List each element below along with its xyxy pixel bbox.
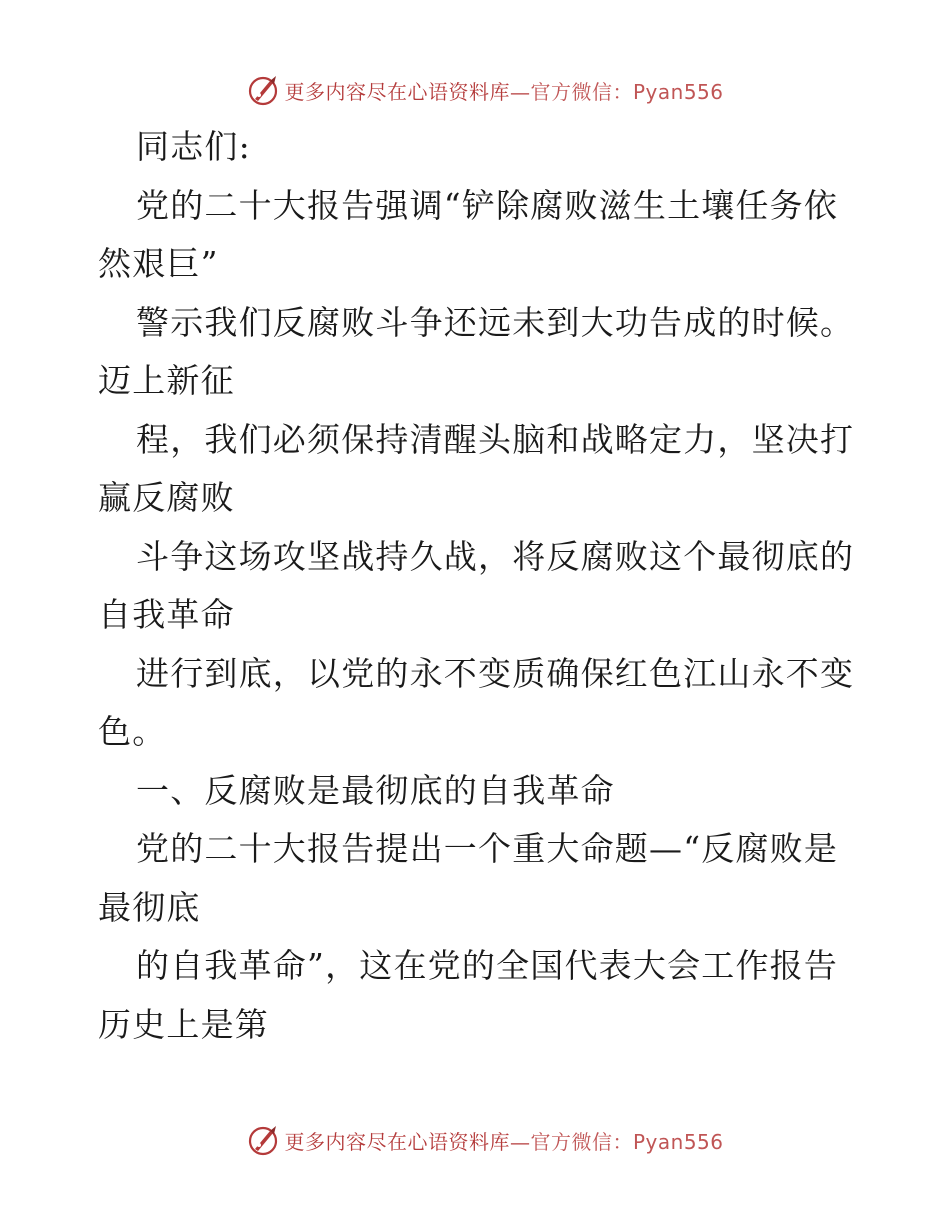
header-banner — [0, 70, 950, 110]
quill-pen-logo-icon — [246, 73, 280, 107]
banner-prefix: 更多内容尽在心语资料库 — [284, 79, 510, 104]
text-line: 同志们: — [136, 127, 251, 166]
text-line: 党的二十大报告提出一个重大命题—“反腐败是 — [136, 829, 839, 868]
text-line: 党的二十大报告强调“铲除腐败滋生土壤任务依 — [136, 185, 839, 225]
text-line: 警示我们反腐败斗争还远未到大功告成的时候。 — [136, 302, 855, 342]
banner-wechat-id: Pyan556 — [632, 79, 724, 104]
text-line: 一、反腐败是最彻底的自我革命 — [136, 770, 615, 810]
quill-pen-logo-icon — [246, 1123, 280, 1157]
banner-dash: — — [509, 1129, 531, 1154]
banner-prefix: 更多内容尽在心语资料库 — [284, 1129, 510, 1154]
text-line: 进行到底，以党的永不变质确保红色江山永不变 — [136, 653, 855, 693]
text-line: 历史上是第 — [98, 1004, 269, 1044]
header-banner-text — [284, 76, 723, 105]
text-line: 然艰巨” — [98, 244, 219, 283]
text-line: 最彻底 — [98, 887, 201, 927]
text-line: 色。 — [98, 712, 167, 751]
banner-dash: — — [509, 79, 531, 104]
banner-wechat-id: Pyan556 — [632, 1129, 724, 1154]
text-line: 程，我们必须保持清醒头脑和战略定力，坚决打 — [136, 419, 855, 459]
banner-wechat-label: 官方微信： — [530, 79, 633, 104]
footer-banner-text — [284, 1126, 723, 1155]
text-line: 自我革命 — [98, 595, 235, 634]
banner-wechat-label: 官方微信： — [530, 1129, 633, 1154]
text-line: 迈上新征 — [98, 361, 235, 400]
text-line: 斗争这场攻坚战持久战，将反腐败这个最彻底的 — [136, 536, 855, 576]
document-body — [98, 118, 858, 1054]
text-line: 的自我革命”，这在党的全国代表大会工作报告 — [136, 946, 839, 985]
header-banner-inner — [246, 73, 723, 107]
footer-banner-inner — [246, 1123, 723, 1157]
text-line: 赢反腐败 — [98, 478, 235, 517]
footer-banner — [0, 1120, 950, 1160]
